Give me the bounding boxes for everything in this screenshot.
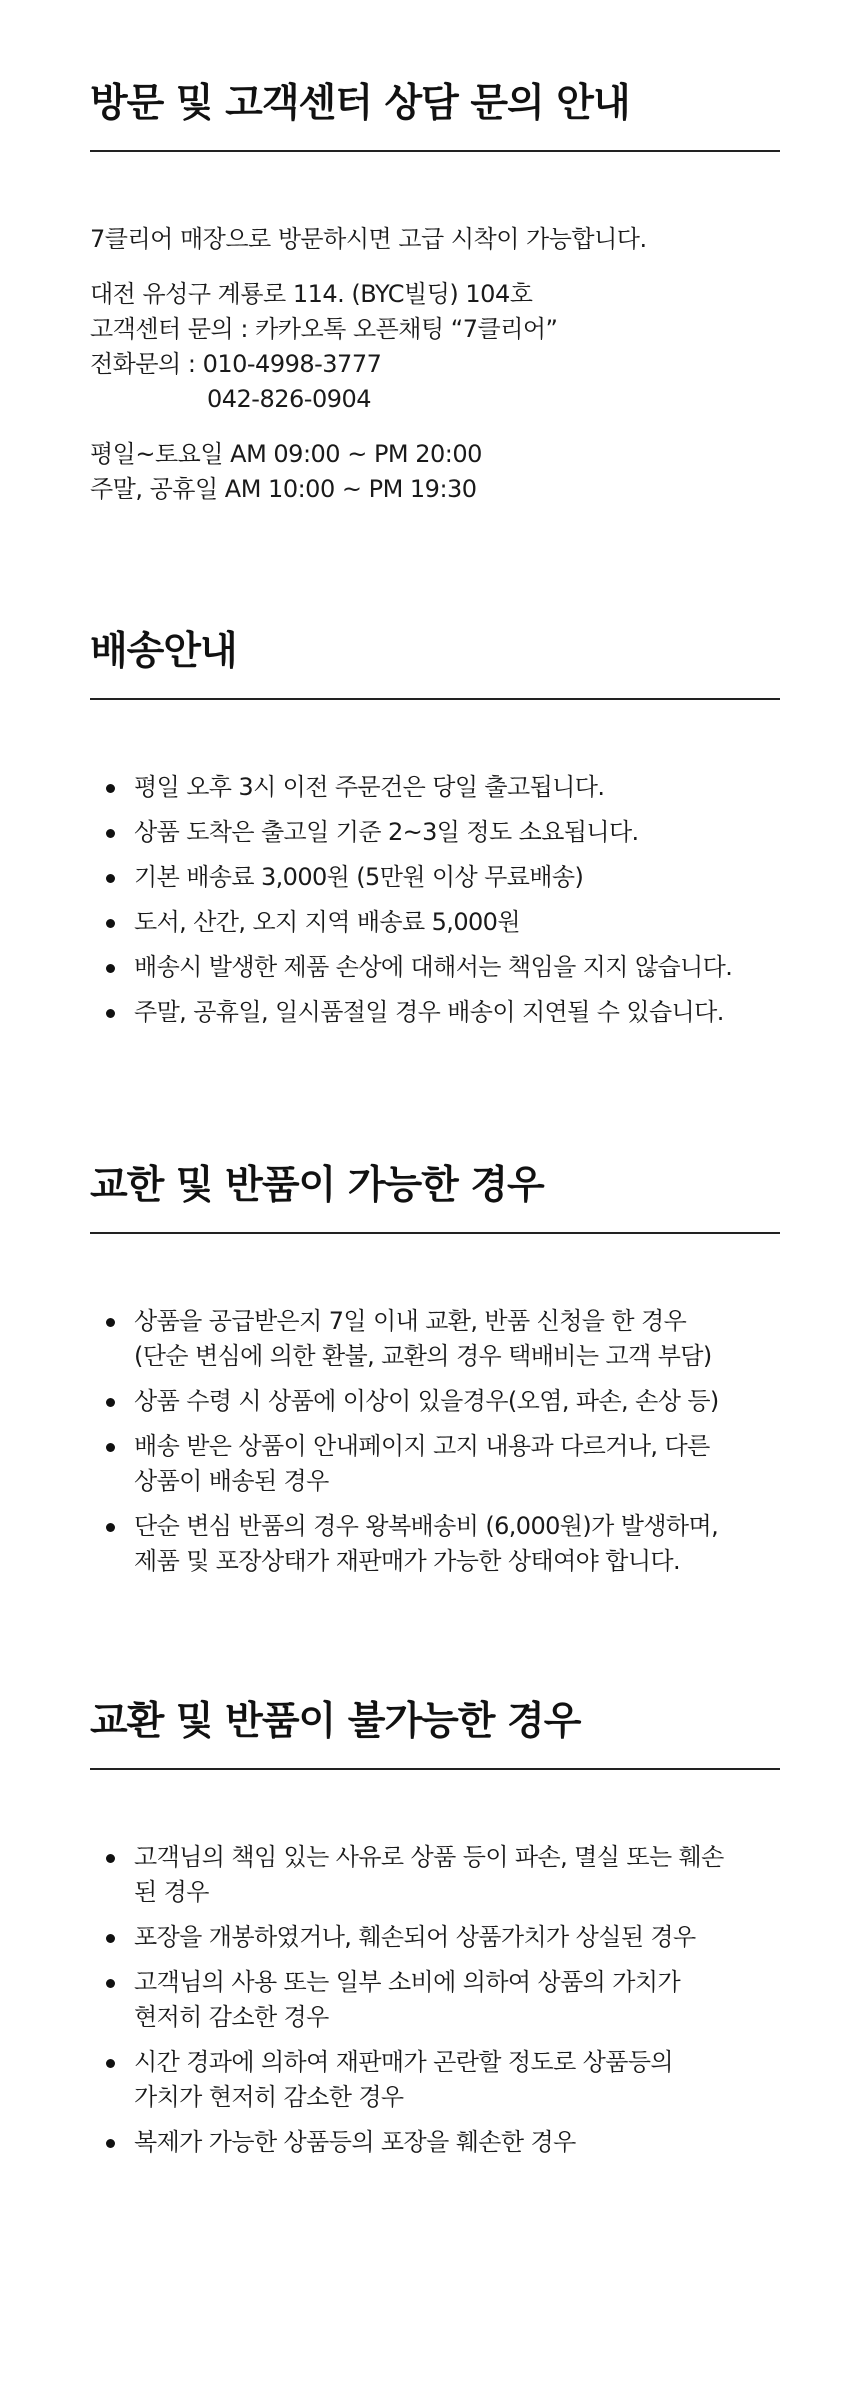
list-item: 고객님의 책임 있는 사유로 상품 등이 파손, 멸실 또는 훼손 된 경우 xyxy=(90,1840,780,1910)
bullet-icon xyxy=(106,784,115,793)
exchange-ok-divider xyxy=(90,1232,780,1234)
bullet-icon xyxy=(106,2139,115,2148)
visit-intro-text: 7클리어 매장으로 방문하시면 고급 시착이 가능합니다. xyxy=(90,225,647,253)
exchange-no-section xyxy=(90,1694,780,2160)
bullet-icon xyxy=(106,1398,115,1407)
shipping-title: 배송안내 xyxy=(90,629,237,674)
list-item: 상품을 공급받은지 7일 이내 교환, 반품 신청을 한 경우 (단순 변심에 의한 환불, 교환의 경우 택배비는 고객 부담) xyxy=(90,1304,780,1374)
bullet-icon xyxy=(106,1854,115,1863)
bullet-icon xyxy=(106,919,115,928)
exchange-no-divider xyxy=(90,1768,780,1770)
bullet-icon xyxy=(106,1443,115,1452)
bullet-icon xyxy=(106,1318,115,1327)
list-item: 주말, 공휴일, 일시품절일 경우 배송이 지연될 수 있습니다. xyxy=(90,995,780,1030)
list-item: 배송시 발생한 제품 손상에 대해서는 책임을 지지 않습니다. xyxy=(90,950,780,985)
bullet-icon xyxy=(106,829,115,838)
kakao-contact: 고객센터 문의 : 카카오톡 오픈채팅 “7클리어” xyxy=(90,315,558,343)
hours-weekend: 주말, 공휴일 AM 10:00 ~ PM 19:30 xyxy=(90,475,477,503)
visit-intro xyxy=(90,222,780,257)
bullet-icon xyxy=(106,964,115,973)
list-item: 평일 오후 3시 이전 주문건은 당일 출고됩니다. xyxy=(90,770,780,805)
list-item: 배송 받은 상품이 안내페이지 고지 내용과 다르거나, 다른 상품이 배송된 경우 xyxy=(90,1429,780,1499)
list-item: 기본 배송료 3,000원 (5만원 이상 무료배송) xyxy=(90,860,780,895)
exchange-no-list xyxy=(90,1840,780,2160)
shipping-list xyxy=(90,770,780,1030)
exchange-ok-title: 교한 및 반품이 가능한 경우 xyxy=(90,1163,544,1208)
exchange-ok-list xyxy=(90,1304,780,1579)
list-item: 포장을 개봉하였거나, 훼손되어 상품가치가 상실된 경우 xyxy=(90,1920,780,1955)
list-item: 시간 경과에 의하여 재판매가 곤란할 정도로 상품등의 가치가 현저히 감소한 경우 xyxy=(90,2045,780,2115)
list-item: 복제가 가능한 상품등의 포장을 훼손한 경우 xyxy=(90,2125,780,2160)
list-item: 상품 수령 시 상품에 이상이 있을경우(오염, 파손, 손상 등) xyxy=(90,1384,780,1419)
phone-contact-secondary: 042-826-0904 xyxy=(207,385,372,413)
bullet-icon xyxy=(106,1979,115,1988)
bullet-icon xyxy=(106,1934,115,1943)
visit-divider xyxy=(90,150,780,152)
exchange-ok-section xyxy=(90,1158,780,1579)
visit-body xyxy=(90,222,780,507)
visit-section xyxy=(90,76,780,507)
store-address: 대전 유성구 계룡로 114. (BYC빌딩) 104호 xyxy=(90,280,533,308)
visit-title: 방문 및 고객센터 상담 문의 안내 xyxy=(90,81,630,126)
business-hours xyxy=(90,437,780,507)
list-item: 고객님의 사용 또는 일부 소비에 의하여 상품의 가치가 현저히 감소한 경우 xyxy=(90,1965,780,2035)
shipping-section xyxy=(90,624,780,1030)
list-item: 단순 변심 반품의 경우 왕복배송비 (6,000원)가 발생하며, 제품 및 포장상태가 재판매가 가능한 상태여야 합니다. xyxy=(90,1509,780,1579)
hours-weekday: 평일~토요일 AM 09:00 ~ PM 20:00 xyxy=(90,440,482,468)
shipping-divider xyxy=(90,698,780,700)
contact-block xyxy=(90,277,780,417)
list-item: 도서, 산간, 오지 지역 배송료 5,000원 xyxy=(90,905,780,940)
phone-contact: 전화문의 : 010-4998-3777 xyxy=(90,350,382,378)
list-item: 상품 도착은 출고일 기준 2~3일 정도 소요됩니다. xyxy=(90,815,780,850)
bullet-icon xyxy=(106,1523,115,1532)
bullet-icon xyxy=(106,1009,115,1018)
bullet-icon xyxy=(106,2059,115,2068)
exchange-no-title: 교환 및 반품이 불가능한 경우 xyxy=(90,1699,581,1744)
bullet-icon xyxy=(106,874,115,883)
